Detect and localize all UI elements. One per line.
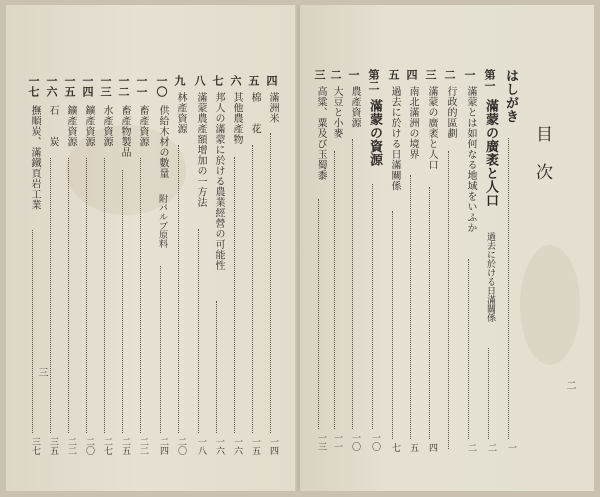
- leader-dots: [198, 229, 199, 433]
- toc-entry-subtitle: 過去に於ける日滿關係: [485, 232, 495, 322]
- toc-entry-page: 二〇: [84, 437, 94, 455]
- toc-entry-page: 三五: [48, 437, 58, 455]
- toc-entry-title: 撫順炭、滿鐵頁岩工業: [29, 105, 40, 210]
- toc-entry-page: 一一: [332, 433, 342, 451]
- leader-dots: [392, 211, 393, 439]
- toc-entry-number: 三: [313, 69, 326, 80]
- toc-entry-title: 滿蒙の廣袤と人口: [426, 86, 437, 170]
- leader-dots: [410, 175, 411, 439]
- leader-dots: [122, 170, 123, 433]
- toc-entry-number: 一五: [63, 75, 76, 97]
- toc-entry-page: 二二: [138, 437, 148, 455]
- leader-dots: [334, 151, 335, 429]
- leader-dots: [488, 348, 489, 439]
- toc-entry-page: 一四: [268, 437, 278, 455]
- toc-entry-title: 滿蒙の資源: [367, 99, 382, 167]
- leader-dots: [140, 158, 141, 433]
- toc-entry-number: 第二: [367, 69, 380, 91]
- toc-entry-page: 一〇: [350, 433, 360, 451]
- toc-entry-title: 南北滿洲の境界: [407, 86, 418, 160]
- toc-entry-page: 二四: [158, 437, 168, 455]
- toc-entry-title: 行政的區劃: [445, 86, 456, 139]
- toc-entry-page: 二七: [102, 437, 112, 455]
- toc-entry-page: 一八: [196, 437, 206, 455]
- toc-heading: 目 次: [532, 125, 552, 182]
- toc-entry-page: 二〇: [176, 437, 186, 455]
- toc-entry-title: 水產資源: [101, 105, 112, 147]
- toc-entry-number: 八: [193, 75, 206, 86]
- book-spread: [6, 5, 594, 491]
- leader-dots: [160, 266, 161, 433]
- toc-entry-title: 鑛產資源: [83, 105, 94, 147]
- toc-entry-number: 二: [443, 69, 456, 80]
- toc-entry-title: 林產資源: [175, 92, 186, 134]
- leader-dots: [252, 145, 253, 433]
- toc-entry-number: 三: [424, 69, 437, 80]
- toc-entry-page: 五: [408, 443, 418, 452]
- toc-entry-number: 第一: [483, 69, 496, 91]
- toc-entry-number: 一: [347, 69, 360, 80]
- leader-dots: [32, 230, 33, 433]
- toc-entry-page: 二: [486, 443, 496, 452]
- leader-dots: [216, 301, 217, 433]
- toc-entry-page: 七: [390, 443, 400, 452]
- toc-entry-page: 二: [466, 443, 476, 452]
- toc-entry-title: 滿蒙農產額增加の一方法: [195, 92, 206, 208]
- toc-entry-page: 一〇: [370, 433, 380, 451]
- toc-entry-title: 畜產資源: [137, 105, 148, 147]
- left-folio: 三: [36, 367, 47, 377]
- leader-dots: [50, 158, 51, 433]
- toc-entry-number: 一七: [27, 75, 40, 97]
- leader-dots: [234, 157, 235, 433]
- toc-entry-title: 高粱、粟及び玉蜀黍: [315, 86, 326, 181]
- toc-entry-number: 一〇: [155, 75, 168, 97]
- toc-entry-title: 過去に於ける日滿關係: [389, 86, 400, 191]
- leader-dots: [68, 158, 69, 433]
- toc-entry-title: 畜產物製品: [119, 105, 130, 158]
- leader-dots: [372, 184, 373, 429]
- leader-dots: [86, 158, 87, 433]
- toc-entry-title: 供給木材の數量: [157, 105, 168, 179]
- toc-entry-page: 二二: [66, 437, 76, 455]
- toc-entry-page: 一: [506, 443, 516, 452]
- page-stain: [520, 245, 580, 365]
- toc-entry-page: 一六: [214, 437, 224, 455]
- toc-entry-number: 二: [329, 69, 342, 80]
- leader-dots: [429, 187, 430, 439]
- toc-entry-number: 一二: [117, 75, 130, 97]
- toc-entry-title: 滿洲米: [267, 92, 278, 124]
- leader-dots: [270, 133, 271, 433]
- toc-entry-page: 三七: [30, 437, 40, 455]
- toc-entry-number: 九: [173, 75, 186, 86]
- toc-entry-number: 五: [387, 69, 400, 80]
- leader-dots: [468, 259, 469, 439]
- toc-entry-title: 農產資源: [349, 86, 360, 128]
- toc-entry-title: 大豆と小麥: [331, 86, 342, 139]
- toc-entry-title: 鑛產資源: [65, 105, 76, 147]
- toc-entry-number: 一一: [135, 75, 148, 97]
- toc-entry-number: 七: [211, 75, 224, 86]
- toc-entry-page: 一六: [232, 437, 242, 455]
- toc-entry-page: 一三: [316, 433, 326, 451]
- left-page: [6, 5, 298, 491]
- right-folio: 二: [564, 380, 575, 390]
- toc-entry-number: 一三: [99, 75, 112, 97]
- toc-entry-title: はしがき: [503, 69, 518, 123]
- toc-entry-number: 四: [405, 69, 418, 80]
- toc-entry-number: 五: [247, 75, 260, 86]
- toc-entry-title: 其他農產物: [231, 92, 242, 145]
- toc-entry-number: 四: [265, 75, 278, 86]
- leader-dots: [104, 158, 105, 433]
- toc-entry-number: 一四: [81, 75, 94, 97]
- toc-entry-subtitle: 附パルプ原料: [157, 194, 167, 248]
- leader-dots: [508, 138, 509, 439]
- toc-entry-number: 一六: [45, 75, 58, 97]
- leader-dots: [318, 199, 319, 429]
- right-page: [300, 5, 594, 491]
- toc-entry-title: 棉 花: [249, 92, 260, 134]
- toc-entry-title: 石 炭: [47, 105, 58, 147]
- toc-entry-title: 滿蒙の廣袤と人口: [483, 99, 498, 207]
- toc-entry-number: 六: [229, 75, 242, 86]
- toc-entry-title: 邦人の滿蒙に於ける農業經營の可能性: [213, 92, 224, 271]
- leader-dots: [448, 151, 449, 449]
- toc-entry-page: 四: [427, 443, 437, 452]
- toc-entry-page: 一五: [250, 437, 260, 455]
- leader-dots: [178, 145, 179, 433]
- toc-entry-title: 滿蒙とは如何なる地域をいふか: [465, 86, 476, 233]
- leader-dots: [352, 139, 353, 429]
- toc-entry-number: 一: [463, 69, 476, 80]
- toc-entry-page: 二五: [120, 437, 130, 455]
